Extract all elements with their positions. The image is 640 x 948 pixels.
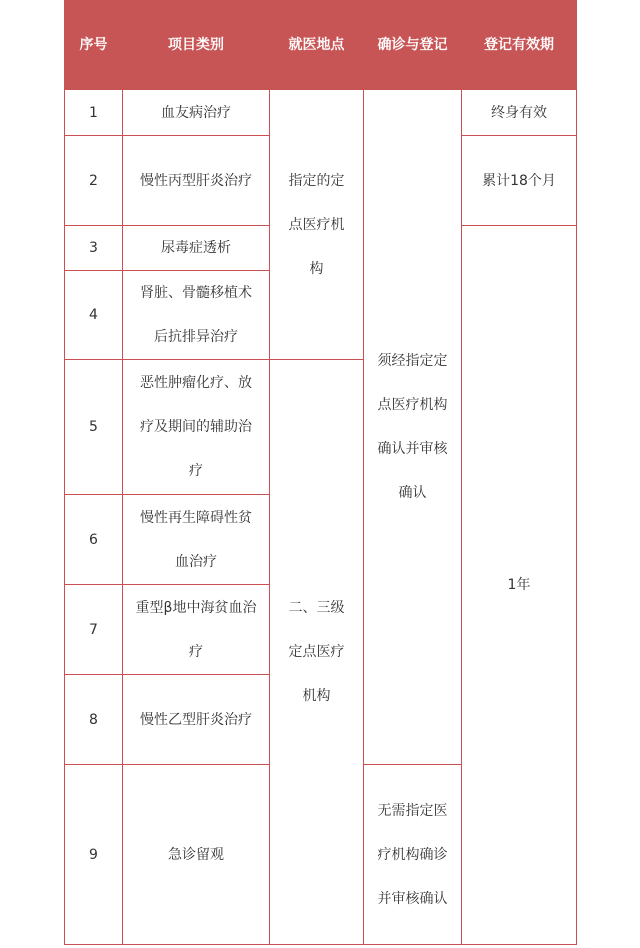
row-category-cell: 恶性肿瘤化疗、放疗及期间的辅助治疗 [123,360,270,495]
validity-1year-cell: 1年 [462,226,577,945]
row-seq-cell: 5 [65,360,123,495]
row-seq-cell: 1 [65,90,123,136]
validity-lifetime-cell: 终身有效 [462,90,577,136]
header-confirm: 确诊与登记 [364,1,462,90]
row-category-cell: 急诊留观 [123,765,270,945]
table-row [65,90,577,136]
confirm-required-cell: 须经指定定点医疗机构确认并审核确认 [364,90,462,765]
row-seq-cell: 8 [65,675,123,765]
location-designated-cell: 指定的定点医疗机构 [270,90,364,360]
row-category-cell: 慢性乙型肝炎治疗 [123,675,270,765]
row-seq-cell: 4 [65,271,123,360]
row-category-cell: 慢性丙型肝炎治疗 [123,136,270,226]
medical-registration-table [64,0,577,945]
location-level23-cell: 二、三级定点医疗机构 [270,360,364,945]
row-category-cell: 重型β地中海贫血治疗 [123,585,270,675]
row-seq-cell: 7 [65,585,123,675]
validity-18months-cell: 累计18个月 [462,136,577,226]
confirm-not-required-cell: 无需指定医疗机构确诊并审核确认 [364,765,462,945]
header-validity: 登记有效期 [462,1,577,90]
row-seq-cell: 2 [65,136,123,226]
header-seq: 序号 [65,1,123,90]
row-category-cell: 慢性再生障碍性贫血治疗 [123,495,270,585]
header-category: 项目类别 [123,1,270,90]
header-location: 就医地点 [270,1,364,90]
row-category-cell: 血友病治疗 [123,90,270,136]
row-seq-cell: 3 [65,226,123,271]
row-seq-cell: 6 [65,495,123,585]
row-category-cell: 肾脏、骨髓移植术后抗排异治疗 [123,271,270,360]
row-category-cell: 尿毒症透析 [123,226,270,271]
row-seq-cell: 9 [65,765,123,945]
header-row [65,1,577,90]
